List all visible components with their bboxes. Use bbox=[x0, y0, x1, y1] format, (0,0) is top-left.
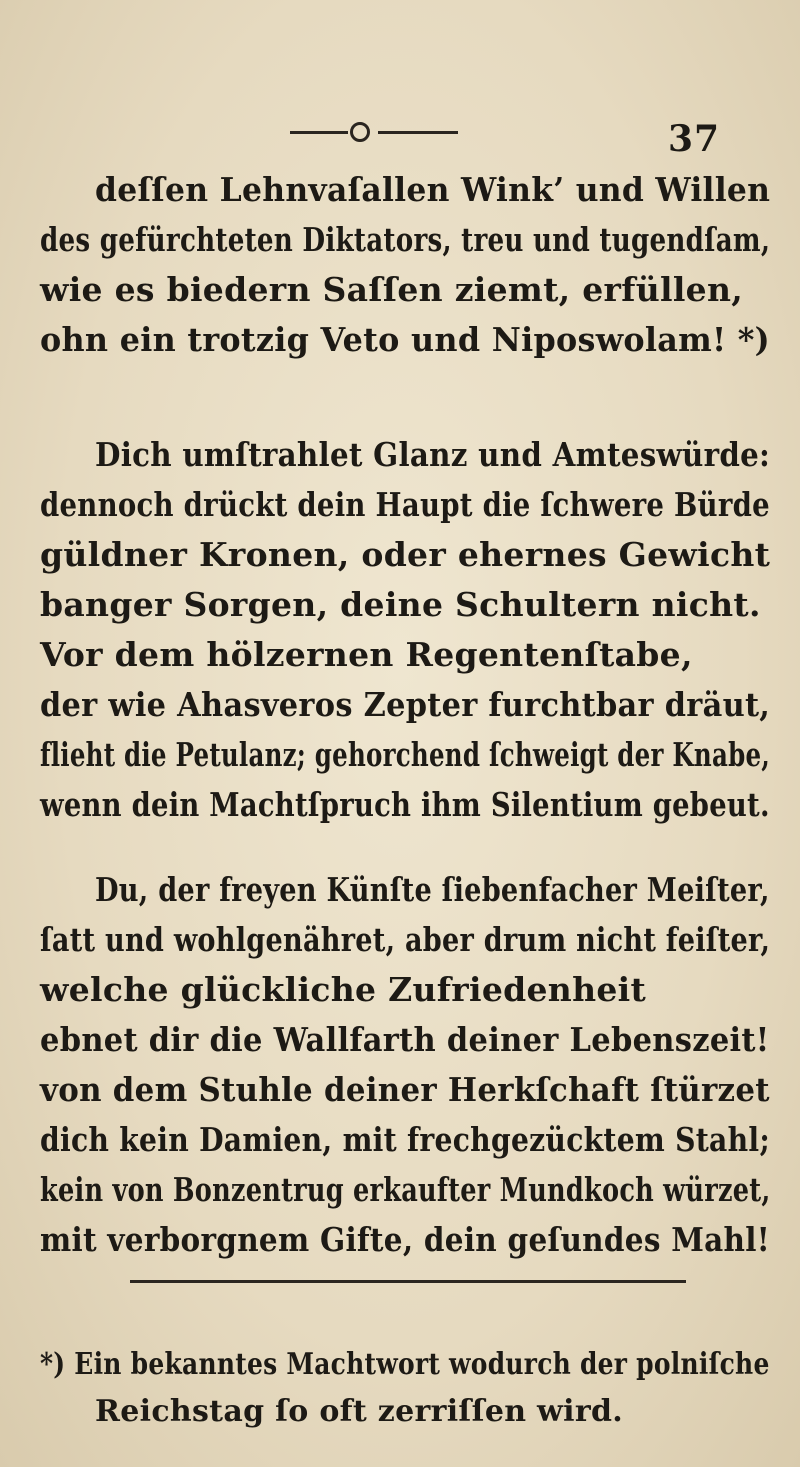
verse-line: mit verborgnem Gifte, dein geſundes Mahl! bbox=[40, 1220, 770, 1259]
verse-line: güldner Kronen, oder ehernes Gewicht bbox=[40, 535, 771, 574]
verse-line: dennoch drückt dein Haupt die ſchwere Bürde bbox=[40, 485, 770, 524]
verse-line: wie es biedern Saſſen ziemt, erfüllen, bbox=[40, 270, 744, 309]
verse-line: deſſen Lehnvaſallen Wink’ und Willen bbox=[95, 170, 771, 209]
verse-line: kein von Bonzentrug erkaufter Mundkoch würzet, bbox=[40, 1170, 771, 1209]
verse-line: banger Sorgen, deine Schultern nicht. bbox=[40, 585, 761, 624]
footnote-divider bbox=[130, 1280, 686, 1283]
verse-line: ebnet dir die Wallfarth deiner Lebenszeit! bbox=[40, 1020, 770, 1059]
verse-line: des gefürchteten Diktators, treu und tugendſam, bbox=[40, 220, 771, 259]
verse-line: flieht die Petulanz; gehorchend ſchweigt der Knabe, bbox=[40, 735, 771, 774]
verse-line: welche glückliche Zufriedenheit bbox=[40, 970, 647, 1009]
verse-line: Dich umſtrahlet Glanz und Amteswürde: bbox=[95, 435, 771, 474]
verse-line: von dem Stuhle deiner Herkſchaft ſtürzet bbox=[40, 1070, 770, 1109]
page-number: 37 bbox=[668, 118, 721, 160]
verse-line: ohn ein trotzig Veto und Niposwolam! *) bbox=[40, 320, 770, 359]
footnote-line: *) Ein bekanntes Machtwort wodurch der polniſche bbox=[40, 1347, 770, 1382]
verse-line: Du, der freyen Künſte ſiebenfacher Meiſter, bbox=[95, 870, 770, 909]
verse-line: Vor dem hölzernen Regentenſtabe, bbox=[40, 635, 693, 674]
circle-ornament-icon bbox=[290, 122, 460, 142]
verse-line: der wie Ahasveros Zepter furchtbar dräut, bbox=[40, 685, 771, 724]
page-header bbox=[0, 108, 800, 158]
verse-line: wenn dein Machtſpruch ihm Silentium gebeut. bbox=[40, 785, 770, 824]
verse-line: dich kein Damien, mit frechgezücktem Stahl; bbox=[40, 1120, 771, 1159]
verse-line: ſatt und wohlgenähret, aber drum nicht feiſter, bbox=[40, 920, 771, 959]
footnote-line: Reichstag ſo oft zerriſſen wird. bbox=[95, 1394, 624, 1429]
